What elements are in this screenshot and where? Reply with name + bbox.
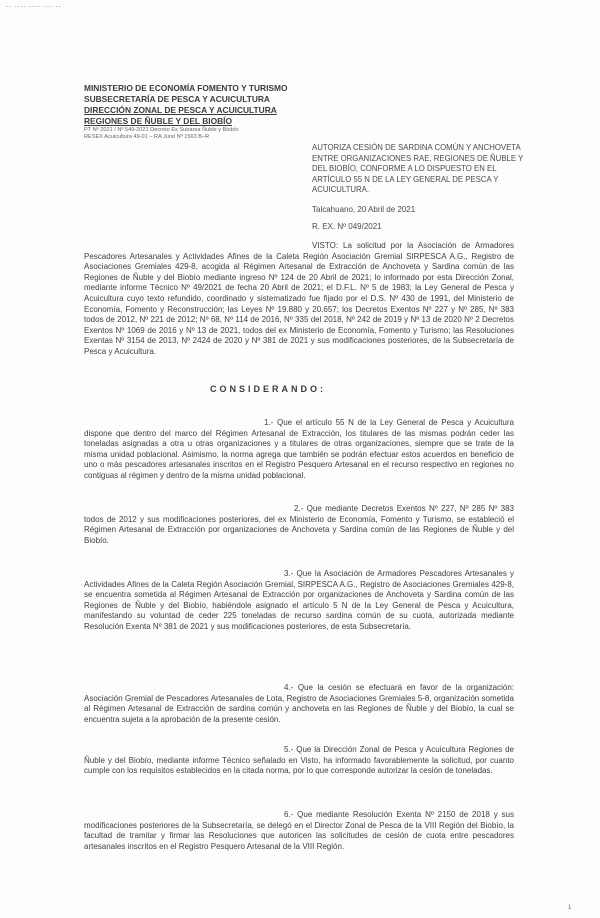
resolution-number: R. EX. Nº 049/2021 — [312, 222, 382, 231]
reference-line-1: PT Nº 2021 / Nº 549-2021 Decreto Ex Subarea Ñuble y Biobío — [84, 127, 239, 133]
page-number: 1 — [568, 905, 572, 911]
subsecretariat-line: SUBSECRETARÍA DE PESCA Y ACUICULTURA — [84, 94, 270, 104]
considerando-6: 6.- Que mediante Resolución Exenta Nº 2150 de 2018 y sus modificaciones posteriores de la Subsecretaría, se delegó en el Director Zonal de Pesca de la VIII Región del Biobío, la facultad de tramitar y firmar las Resoluciones que autoricen las solicitudes de cesión de cuota entre pescadores artesanales inscritos en el Registro Pesquero Artesanal de la VIII Región. — [84, 810, 514, 851]
zonal-direction-line: DIRECCIÓN ZONAL DE PESCA Y ACUICULTURA — [84, 105, 277, 115]
considerando-3: 3.- Que la Asociación de Armadores Pescadores Artesanales y Actividades Afines de la Caleta Región Asociación Gremial, SIRPESCA A.G., Registro de Asociaciones Gremiales 429-8, se encuentra sometida al Régimen Artesanal de Extracción por organizaciones de Anchoveta y Sardina común de las Regiones de Ñuble y del Biobío, habiéndole asignado el artículo 5 N de la Ley General de Pesca y Acuicultura, manifestando su voluntad de ceder 225 toneladas de recurso sardina común de su cuota, autorizada mediante Resolución Exenta Nº 381 de 2021 y sus modificaciones posteriores, de esta Subsecretaría. — [84, 569, 514, 631]
subject-block: AUTORIZA CESIÓN DE SARDINA COMÚN Y ANCHOVETA ENTRE ORGANIZACIONES RAE, REGIONES DE ÑUBLE Y DEL BIOBÍO, CONFORME A LO DISPUESTO EN EL ARTÍCULO 55 N DE LA LEY GENERAL DE PESCA Y ACUICULTURA. — [312, 143, 524, 194]
considerando-5: 5.- Que la Dirección Zonal de Pesca y Acuicultura Regiones de Ñuble y del Biobío, mediante informe Técnico señalado en Visto, ha informado favorablemente la solicitud, por cuanto cumple con los requisitos establecidos en la citada norma, por lo que corresponde autorizar la cesión de toneladas. — [84, 745, 514, 776]
letterhead — [84, 83, 314, 141]
reference-line-2: RESEX Acuicultura 49-01 – RA Jurel Nº 1563 B–R — [84, 134, 210, 140]
considerando-heading: CONSIDERANDO: — [210, 384, 327, 394]
scan-mark: -- ---- ---- --- -- — [6, 4, 62, 10]
regions-line: REGIONES DE ÑUBLE Y DEL BIOBÍO — [84, 116, 232, 126]
visto-paragraph: VISTO: La solicitud por la Asociación de Armadores Pescadores Artesanales y Actividades Afines de la Caleta Región Asociación Gremial SIRPESCA A.G., Registro de Asociaciones Gremiales 429-8, acogida al Régimen Artesanal de Extracción de Anchoveta y Sardina común de las Regiones de Ñuble y del Biobío mediante ingreso Nº 124 de 20 Abril de 2021; lo informado por esta Dirección Zonal, mediante informe Técnico Nº 49/2021 de fecha 20 Abril de 2021; el D.F.L. Nº 5 de 1983; la Ley General de Pesca y Acuicultura cuyo texto refundido, coordinado y sistematizado fue fijado por el D.S. Nº 430 de 1991, del Ministerio de Economía, Fomento y Reconstrucción; las Leyes Nº 19.880 y 20.657; los Decretos Exentos Nº 227 y Nº 285, Nº 383 todos de 2012, Nº 221 de 2012; Nº 68, Nº 114 de 2016, Nº 335 del 2018, Nº 242 de 2019 y Nº 13 de 2020 Nº 2 Decretos Exentos Nº 1069 de 2016 y Nº 13 de 2021, todos del ex Ministerio de Economía, Fomento y Turismo; las Resoluciones Exentas Nº 3154 de 2013, Nº 2424 de 2020 y Nº 381 de 2021 y sus modificaciones posteriores, de la Subsecretaría de Pesca y Acuicultura. — [84, 241, 514, 356]
considerando-4: 4.- Que la cesión se efectuará en favor de la organización: Asociación Gremial de Pescadores Artesanales de Lota, Registro de Asociaciones Gremiales 5-8, organización sometida al Régimen Artesanal de Extracción de sardina común y anchoveta en las Regiones de Ñuble y del Biobío, la cual se encuentra sujeta a la aprobación de la presente cesión. — [84, 683, 514, 724]
considerando-1: 1.- Que el artículo 55 N de la Ley General de Pesca y Acuicultura dispone que dentro del marco del Régimen Artesanal de Extracción, los titulares de las mismas podrán ceder las toneladas asignadas a otra u otras organizaciones y a titulares de otras organizaciones, siempre que se trate de la misma unidad poblacional. Asimismo, la norma agrega que también se podrán efectuar estos acuerdos en beneficio de uno o más pescadores artesanales inscritos en el Registro Pesquero Artesanal en el recurso respectivo en regiones no contiguas al régimen y dentro de la misma unidad poblacional. — [84, 418, 514, 480]
place-date: Talcahuano, 20 Abril de 2021 — [312, 205, 416, 214]
ministry-line: MINISTERIO DE ECONOMÍA FOMENTO Y TURISMO — [84, 83, 288, 93]
considerando-2: 2.- Que mediante Decretos Exentos Nº 227, Nº 285 Nº 383 todos de 2012 y sus modificaciones posteriores, del ex Ministerio de Economía, Fomento y Turismo, se estableció el Régimen Artesanal de Extracción por organizaciones de Anchoveta y Sardina común de las Regiones de Ñuble y del Biobío. — [84, 504, 514, 545]
